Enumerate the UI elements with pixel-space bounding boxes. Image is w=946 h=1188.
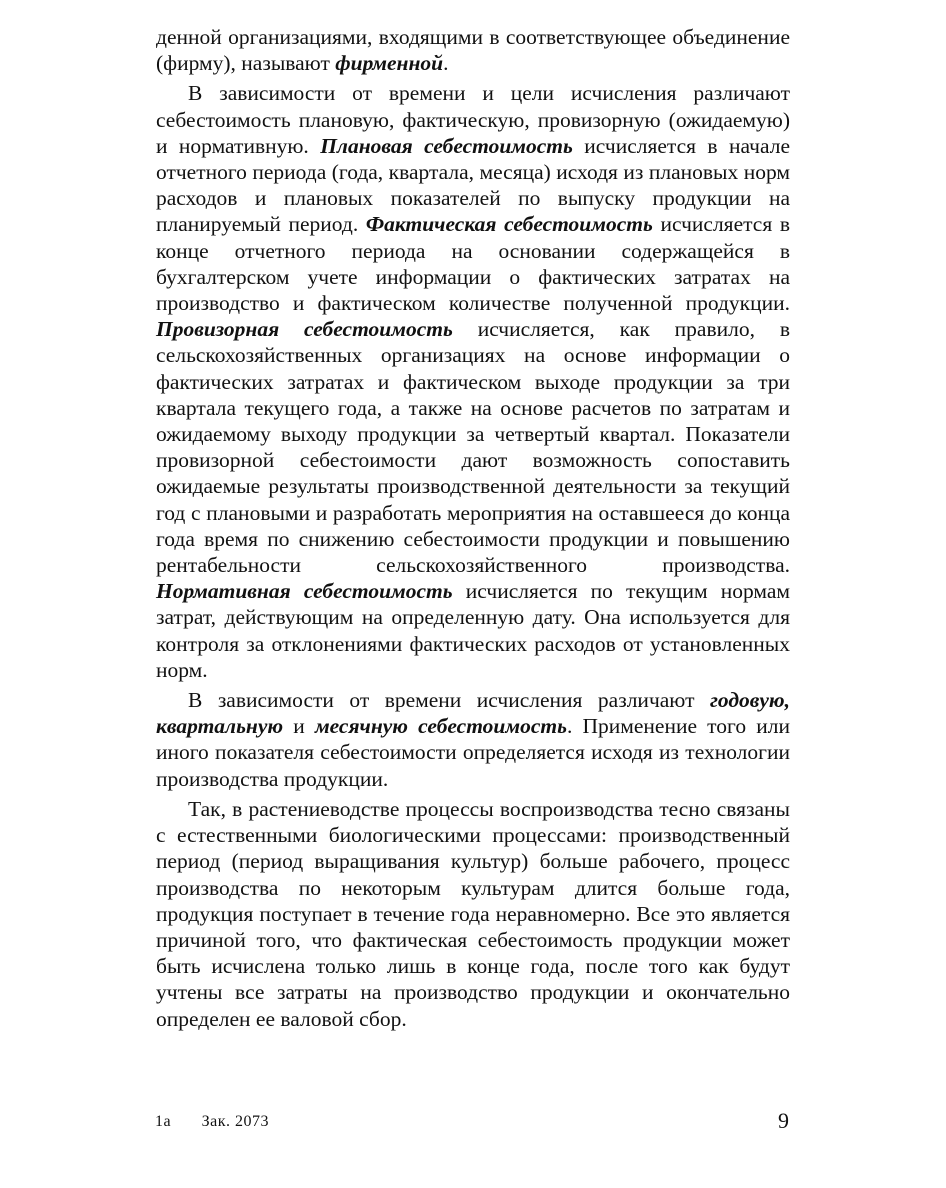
paragraph-3 xyxy=(156,796,790,1032)
term-quarterly: квартальную xyxy=(156,714,284,739)
term-monthly-cost: месячную себестоимость xyxy=(314,714,567,739)
page-footer xyxy=(155,1113,269,1131)
text-segment: В зависимости от времени исчисления различают xyxy=(188,688,710,713)
text-segment: , xyxy=(784,688,790,713)
term-planned-cost: Плановая себестоимость xyxy=(320,133,573,158)
text-segment: денной организациями, входящими в соответствующее объединение (фирму), называют xyxy=(156,25,790,76)
paragraph-1 xyxy=(156,80,790,683)
text-segment: Так, в растениеводстве процессы воспроизводства тесно связаны с естественными биологическими процессами: производственный период (период выращивания культур) больше рабочего, процесс производства по некоторым культурам длится больше года, продукция поступает в течение года неравномерно. Все это является причиной того, что фактическая себестоимость продукции может быть исчислена только лишь в конце года, после того как будут учтены все затраты на производство продукции и окончательно определен ее валовой сбор. xyxy=(156,796,790,1031)
order-number: Зак. 2073 xyxy=(201,1113,269,1130)
paragraph-0 xyxy=(156,24,790,76)
term-provisional-cost: Провизорная себестоимость xyxy=(156,317,453,342)
text-segment: . xyxy=(443,51,449,76)
signature-mark: 1а xyxy=(155,1113,172,1130)
term-normative-cost: Нормативная себестоимость xyxy=(156,579,453,604)
text-segment: и xyxy=(283,714,315,739)
term-actual-cost: Фактическая себестоимость xyxy=(365,212,653,237)
text-segment: исчисляется, как правило, в сельскохозяйственных организациях на основе информации о фактических затратах и фактическом выходе продукции за три квартала текущего года, а также на основе расчетов по затратам и ожидаемому выходу продукции за четвертый квартал. Показатели провизорной себестоимости дают возможность сопоставить ожидаемые результаты производственной деятельности за текущий год с плановыми и разработать мероприятия на оставшееся до конца года время по снижению себестоимости продукции и повышению рентабельности сельскохозяйственного производства. xyxy=(156,317,791,578)
text-segment: исчисляется в начале отчетного периода (года, квартала, месяца) исходя из плановых норм расходов и плановых показателей по выпуску продукции на планируемый период. xyxy=(156,133,790,237)
term-annual: годовую xyxy=(709,688,785,713)
paragraph-2 xyxy=(156,687,790,792)
page-number: 9 xyxy=(778,1108,789,1133)
text-segment: В зависимости от времени и цели исчисления различают себестоимость плановую, фактическую, провизорную (ожидаемую) и нормативную. xyxy=(156,81,790,158)
text-segment: . Применение того или иного показателя себестоимости определяется исходя из технологии производства продукции. xyxy=(156,714,790,791)
text-segment: исчисляется по текущим нормам затрат, действующим на определенную дату. Она используется для контроля за отклонениями фактических расходов от установленных норм. xyxy=(156,579,790,682)
text-segment: исчисляется в конце отчетного периода на основании содержащейся в бухгалтерском учете информации о фактических затратах на производство и фактическом количестве полученной продукции. xyxy=(156,212,790,316)
term-firmennoy: фирменной xyxy=(335,51,444,76)
page-body xyxy=(156,24,790,1032)
